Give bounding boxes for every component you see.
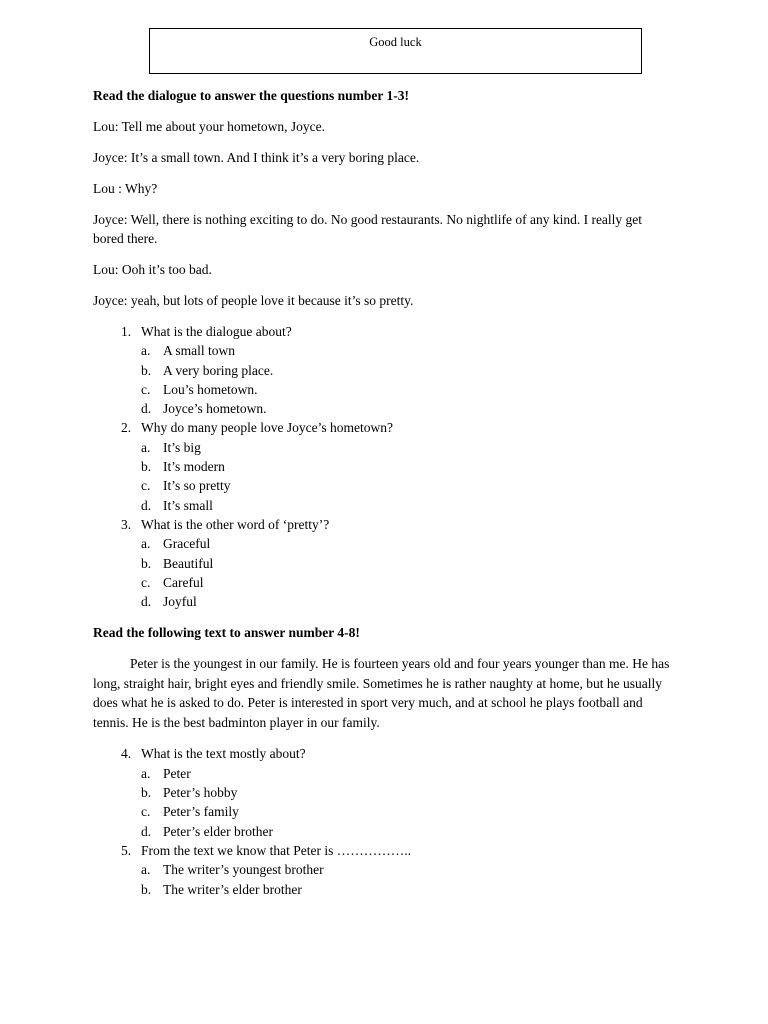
question-number: 5. — [121, 842, 132, 858]
option-text: Peter’s family — [163, 804, 239, 820]
section1-heading: Read the dialogue to answer the questions number 1-3! — [93, 88, 410, 103]
dialogue-line: Joyce: It’s a small town. And I think it’s a very boring place. — [93, 150, 420, 165]
option-list — [93, 438, 673, 515]
question-item — [93, 322, 673, 418]
option-item — [93, 783, 673, 802]
option-text: Peter’s elder brother — [163, 823, 273, 839]
option-text: It’s modern — [163, 459, 225, 475]
option-text: Graceful — [163, 536, 211, 552]
section2-heading: Read the following text to answer number 4-8! — [93, 625, 360, 641]
question-text: What is the text mostly about? — [141, 746, 306, 762]
option-item — [93, 802, 673, 821]
question-number: 3. — [121, 516, 132, 532]
option-letter: b. — [141, 785, 152, 801]
header-box — [149, 28, 642, 74]
option-item — [93, 361, 673, 380]
option-letter: b. — [141, 881, 152, 897]
option-letter: b. — [141, 459, 152, 475]
question-text: Why do many people love Joyce’s hometown? — [141, 420, 393, 436]
option-list — [93, 534, 673, 611]
question-number: 1. — [121, 324, 132, 339]
option-text: Joyful — [163, 594, 197, 610]
option-item — [93, 573, 673, 592]
question-number: 2. — [121, 420, 132, 436]
option-list — [93, 764, 673, 841]
option-text: It’s small — [163, 497, 213, 513]
header-text: Good luck — [369, 35, 422, 49]
option-item — [93, 822, 673, 841]
option-text: Lou’s hometown. — [163, 381, 258, 397]
question-text: What is the other word of ‘pretty’? — [141, 516, 330, 532]
option-letter: a. — [141, 343, 151, 359]
dialogue-line: Lou: Ooh it’s too bad. — [93, 262, 212, 277]
reading-passage: Peter is the youngest in our family. He is fourteen years old and four years younger than me. He has long, straight hair, bright eyes and friendly smile. Sometimes he is rather naughty at home, but he usually does what he is asked to do. Peter is interested in sport very much, and at school he plays football and tennis. He is the best badminton player in our family. — [93, 656, 670, 730]
option-letter: c. — [141, 574, 151, 590]
option-item — [93, 496, 673, 515]
question-number: 4. — [121, 746, 132, 762]
option-text: It’s big — [163, 439, 201, 455]
question-text: What is the dialogue about? — [141, 324, 292, 339]
option-letter: d. — [141, 401, 152, 417]
question-list — [93, 322, 673, 611]
option-text: A very boring place. — [163, 362, 274, 378]
option-item — [93, 554, 673, 573]
dialogue-line: Lou: Tell me about your hometown, Joyce. — [93, 119, 326, 134]
option-text: The writer’s youngest brother — [163, 862, 324, 878]
question-item — [93, 418, 673, 514]
option-letter: d. — [141, 823, 152, 839]
question-item — [93, 744, 673, 840]
option-item — [93, 592, 673, 611]
option-list — [93, 860, 673, 899]
dialogue-line: Lou : Why? — [93, 181, 158, 196]
option-text: Peter’s hobby — [163, 785, 238, 801]
option-list — [93, 341, 673, 418]
option-item — [93, 457, 673, 476]
option-letter: a. — [141, 536, 151, 552]
option-item — [93, 341, 673, 360]
question-list — [93, 744, 673, 898]
option-text: Joyce’s hometown. — [163, 401, 267, 417]
worksheet-content — [93, 86, 673, 911]
option-item — [93, 476, 673, 495]
option-item — [93, 534, 673, 553]
option-item — [93, 764, 673, 783]
option-letter: c. — [141, 478, 151, 494]
option-text: It’s so pretty — [163, 478, 231, 494]
option-text: Careful — [163, 574, 204, 590]
option-letter: c. — [141, 381, 151, 397]
option-item — [93, 438, 673, 457]
dialogue-line: Joyce: yeah, but lots of people love it because it’s so pretty. — [93, 293, 414, 308]
option-text: Beautiful — [163, 555, 214, 571]
question-text: From the text we know that Peter is …………….. — [141, 842, 411, 858]
option-letter: b. — [141, 362, 152, 378]
question-item — [93, 515, 673, 611]
option-text: The writer’s elder brother — [163, 881, 302, 897]
dialogue-line: Joyce: Well, there is nothing exciting to do. No good restaurants. No nightlife of any kind. I really get bored there. — [93, 212, 643, 246]
option-letter: a. — [141, 439, 151, 455]
question-item — [93, 841, 673, 899]
option-item — [93, 380, 673, 399]
option-letter: c. — [141, 804, 151, 820]
option-text: A small town — [163, 343, 236, 359]
option-item — [93, 860, 673, 879]
option-letter: d. — [141, 497, 152, 513]
option-text: Peter — [163, 765, 191, 781]
option-letter: b. — [141, 555, 152, 571]
option-item — [93, 399, 673, 418]
option-letter: a. — [141, 765, 151, 781]
option-letter: d. — [141, 594, 152, 610]
option-letter: a. — [141, 862, 151, 878]
option-item — [93, 880, 673, 899]
